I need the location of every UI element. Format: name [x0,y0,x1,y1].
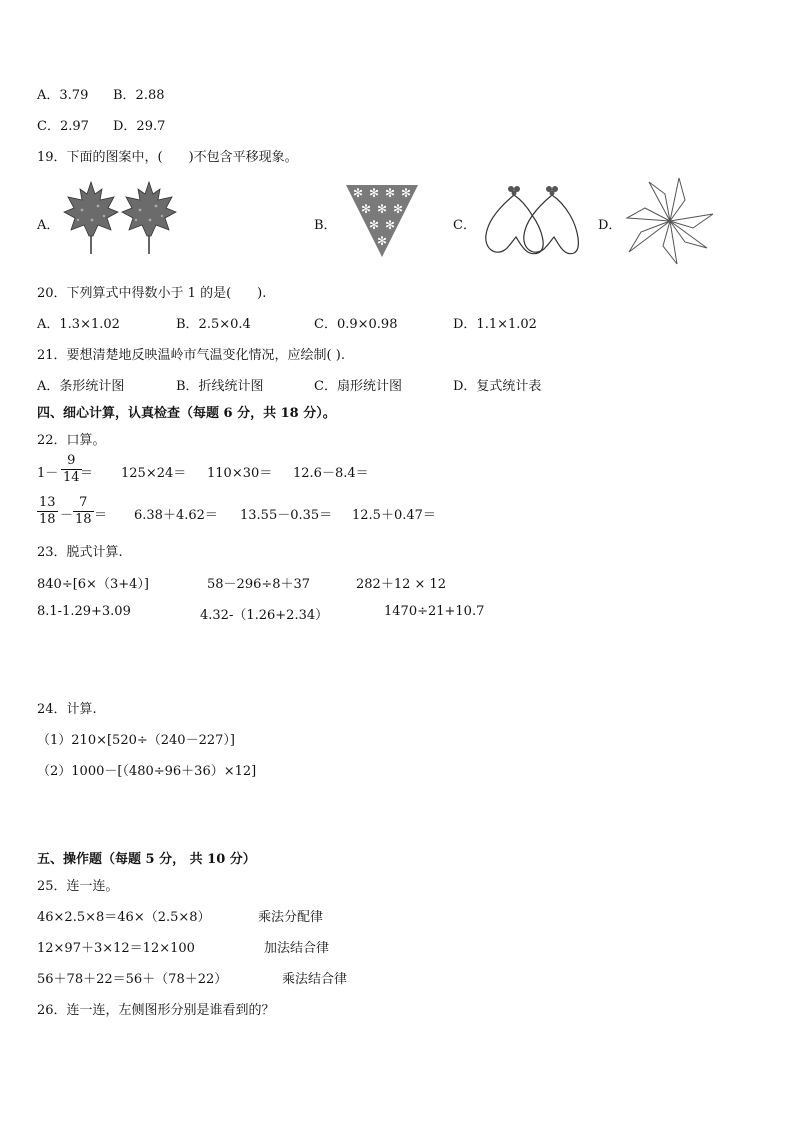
question-22: 22．口算。 [37,433,106,448]
calc-expression: 282＋12 × 12 [356,577,447,592]
question-26: 26．连一连，左侧图形分别是谁看到的？ [37,1003,275,1018]
equals-sign: ＝ [94,508,108,523]
fraction-7-18 [73,495,94,528]
question-23: 23．脱式计算. [37,545,123,560]
option-d: D．复式统计表 [453,379,542,394]
fraction-numerator: 9 [61,453,82,470]
pinwheel-icon [625,176,715,266]
mental-calc-item: 13.55－0.35＝ [240,508,333,523]
question-25: 25．连一连。 [37,879,119,894]
option-c-label: C． [453,218,476,233]
option-b: B．折线统计图 [176,379,264,394]
fraction-13-18 [37,495,58,528]
svg-text:✻: ✻ [352,186,364,200]
fraction-numerator: 7 [73,495,94,512]
option-d-label: D． [598,218,622,233]
fraction-denominator: 14 [63,470,80,485]
match-left-item: 56＋78＋22＝56＋（78＋22） [37,972,228,987]
svg-text:✻: ✻ [376,202,388,216]
option-a-label: A． [37,218,60,233]
option-d: D．1.1×1.02 [453,317,537,332]
option-c: C．0.9×0.98 [314,317,398,332]
calc-item-1: （1）210×[520÷（240－227）] [37,733,235,748]
option-d: D．29.7 [113,119,166,134]
svg-text:✻: ✻ [400,186,412,200]
fraction-numerator: 13 [39,495,56,510]
svg-text:✻: ✻ [360,202,372,216]
equals-sign: ＝ [80,466,94,481]
minus-sign: － [60,508,74,523]
match-left-item: 12×97＋3×12＝12×100 [37,941,195,956]
fraction-denominator: 18 [39,512,56,527]
chicken-outline-pair-icon [482,183,582,259]
match-right-item: 乘法结合律 [282,972,348,987]
svg-text:✻: ✻ [384,186,396,200]
svg-text:✻: ✻ [392,202,404,216]
match-right-item: 乘法分配律 [258,910,324,925]
svg-text:✻: ✻ [376,234,388,248]
fraction-denominator: 18 [75,512,92,527]
svg-text:✻: ✻ [368,218,380,232]
option-c: C．2.97 [37,119,89,134]
option-b-label: B． [314,218,337,233]
mental-calc-prefix: 1－ [37,466,59,481]
maple-leaf-pair-icon [62,180,180,256]
mental-calc-item: 12.6－8.4＝ [293,466,369,481]
calc-expression: 4.32-（1.26+2.34） [200,608,329,623]
option-b: B．2.5×0.4 [176,317,251,332]
calc-expression: 8.1-1.29+3.09 [37,604,131,619]
calc-expression: 1470÷21+10.7 [384,604,485,619]
option-a: A．3.79 [37,88,89,103]
section-5-title: 五、操作题（每题 5 分， 共 10 分） [37,852,256,867]
option-c: C．扇形统计图 [314,379,402,394]
match-left-item: 46×2.5×8＝46×（2.5×8） [37,910,211,925]
mental-calc-item: 125×24＝ [121,466,187,481]
mental-calc-item: 6.38＋4.62＝ [134,508,218,523]
calc-item-2: （2）1000－[（480÷96＋36）×12] [37,764,257,779]
section-4-title: 四、细心计算，认真检查（每题 6 分，共 18 分）。 [37,406,336,421]
mental-calc-item: 110×30＝ [207,466,273,481]
svg-text:✻: ✻ [384,218,396,232]
option-a: A．1.3×1.02 [37,317,120,332]
match-right-item: 加法结合律 [264,941,330,956]
svg-text:✻: ✻ [368,186,380,200]
calc-expression: 840÷[6×（3+4）] [37,577,149,592]
calc-expression: 58－296÷8＋37 [207,577,311,592]
option-b: B．2.88 [113,88,165,103]
fraction-9-14 [61,453,82,486]
triangle-with-flowers-icon [344,183,420,259]
question-20: 20．下列算式中得数小于 1 的是( ). [37,286,267,301]
question-24: 24．计算. [37,702,97,717]
question-19: 19．下面的图案中，( )不包含平移现象。 [37,150,298,165]
mental-calc-item: 12.5＋0.47＝ [352,508,436,523]
option-a: A．条形统计图 [37,379,125,394]
question-21: 21．要想清楚地反映温岭市气温变化情况，应绘制( ). [37,348,345,363]
